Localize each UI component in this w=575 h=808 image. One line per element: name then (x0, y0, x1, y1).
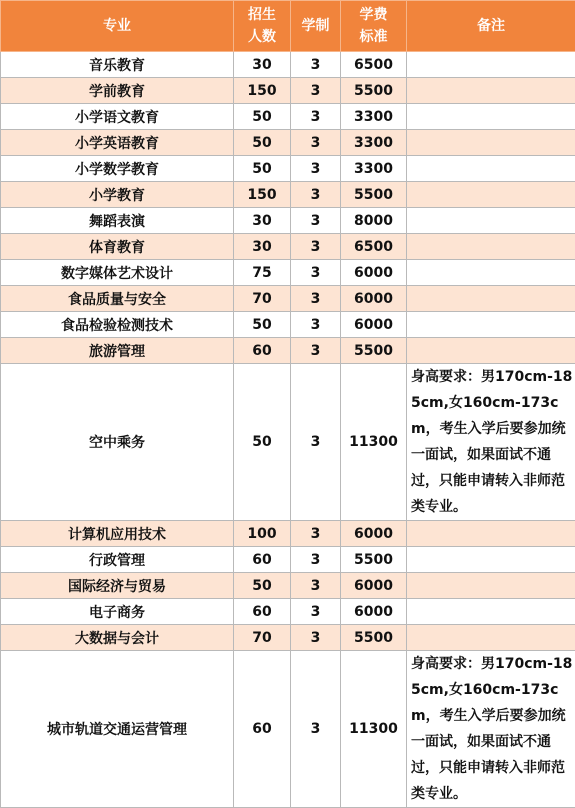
note-cell (407, 521, 575, 547)
major-cell: 体育教育 (1, 234, 234, 260)
enroll-cell: 30 (234, 234, 291, 260)
enroll-cell: 50 (234, 364, 291, 521)
fee-cell: 6000 (341, 286, 407, 312)
enroll-cell: 50 (234, 156, 291, 182)
fee-cell: 6000 (341, 312, 407, 338)
fee-cell: 6500 (341, 234, 407, 260)
duration-cell: 3 (291, 130, 341, 156)
major-cell: 学前教育 (1, 78, 234, 104)
major-cell: 舞蹈表演 (1, 208, 234, 234)
header-fee-line1: 学费 (341, 4, 406, 26)
table-row (1, 52, 575, 78)
note-cell (407, 599, 575, 625)
note-cell (407, 338, 575, 364)
major-cell: 音乐教育 (1, 52, 234, 78)
duration-cell: 3 (291, 651, 341, 808)
fee-cell: 3300 (341, 104, 407, 130)
table-row (1, 182, 575, 208)
table-row (1, 156, 575, 182)
major-cell: 食品检验检测技术 (1, 312, 234, 338)
note-cell (407, 104, 575, 130)
note-cell (407, 208, 575, 234)
fee-cell: 11300 (341, 364, 407, 521)
note-cell (407, 78, 575, 104)
duration-cell: 3 (291, 182, 341, 208)
note-cell (407, 260, 575, 286)
enroll-cell: 60 (234, 338, 291, 364)
fee-cell: 6000 (341, 260, 407, 286)
fee-cell: 5500 (341, 625, 407, 651)
major-cell: 行政管理 (1, 547, 234, 573)
note-cell (407, 286, 575, 312)
fee-cell: 6000 (341, 521, 407, 547)
enroll-cell: 60 (234, 547, 291, 573)
duration-cell: 3 (291, 573, 341, 599)
header-major: 专业 (1, 1, 234, 52)
enroll-cell: 50 (234, 573, 291, 599)
enroll-cell: 150 (234, 182, 291, 208)
note-cell (407, 625, 575, 651)
fee-cell: 11300 (341, 651, 407, 808)
duration-cell: 3 (291, 547, 341, 573)
note-cell (407, 547, 575, 573)
duration-cell: 3 (291, 78, 341, 104)
header-note: 备注 (407, 1, 575, 52)
fee-cell: 6500 (341, 52, 407, 78)
major-cell: 电子商务 (1, 599, 234, 625)
duration-cell: 3 (291, 625, 341, 651)
note-cell (407, 182, 575, 208)
header-fee-line2: 标准 (341, 26, 406, 48)
enroll-cell: 100 (234, 521, 291, 547)
table-row (1, 104, 575, 130)
enroll-cell: 70 (234, 625, 291, 651)
note-cell: 身高要求：男170cm-185cm,女160cm-173cm，考生入学后要参加统一面试，如果面试不通过，只能申请转入非师范类专业。 (407, 364, 575, 521)
fee-cell: 6000 (341, 599, 407, 625)
table-row (1, 521, 575, 547)
duration-cell: 3 (291, 52, 341, 78)
duration-cell: 3 (291, 286, 341, 312)
note-cell (407, 234, 575, 260)
fee-cell: 6000 (341, 573, 407, 599)
major-cell: 小学英语教育 (1, 130, 234, 156)
major-cell: 国际经济与贸易 (1, 573, 234, 599)
enroll-cell: 150 (234, 78, 291, 104)
note-cell (407, 573, 575, 599)
major-cell: 小学教育 (1, 182, 234, 208)
duration-cell: 3 (291, 521, 341, 547)
table-row (1, 599, 575, 625)
enroll-cell: 30 (234, 52, 291, 78)
table-row (1, 130, 575, 156)
header-duration: 学制 (291, 1, 341, 52)
duration-cell: 3 (291, 104, 341, 130)
table-row (1, 573, 575, 599)
header-enroll-line1: 招生 (234, 4, 290, 26)
fee-cell: 3300 (341, 130, 407, 156)
enroll-cell: 60 (234, 599, 291, 625)
header-enroll (234, 1, 291, 52)
note-cell (407, 312, 575, 338)
table-row (1, 364, 575, 521)
duration-cell: 3 (291, 208, 341, 234)
fee-cell: 8000 (341, 208, 407, 234)
enroll-cell: 60 (234, 651, 291, 808)
major-cell: 城市轨道交通运营管理 (1, 651, 234, 808)
major-cell: 数字媒体艺术设计 (1, 260, 234, 286)
table-row (1, 312, 575, 338)
fee-cell: 5500 (341, 547, 407, 573)
table-body (1, 52, 575, 808)
note-cell: 身高要求：男170cm-185cm,女160cm-173cm，考生入学后要参加统一面试，如果面试不通过，只能申请转入非师范类专业。 (407, 651, 575, 808)
enroll-cell: 50 (234, 104, 291, 130)
table-row (1, 625, 575, 651)
major-cell: 小学数学教育 (1, 156, 234, 182)
duration-cell: 3 (291, 156, 341, 182)
fee-cell: 5500 (341, 78, 407, 104)
fee-cell: 5500 (341, 182, 407, 208)
table-row (1, 260, 575, 286)
major-cell: 空中乘务 (1, 364, 234, 521)
duration-cell: 3 (291, 599, 341, 625)
table-row (1, 338, 575, 364)
note-cell (407, 130, 575, 156)
header-enroll-line2: 人数 (234, 26, 290, 48)
enroll-cell: 30 (234, 208, 291, 234)
fee-cell: 3300 (341, 156, 407, 182)
duration-cell: 3 (291, 260, 341, 286)
duration-cell: 3 (291, 338, 341, 364)
table-row (1, 547, 575, 573)
table-row (1, 234, 575, 260)
note-cell (407, 156, 575, 182)
major-cell: 食品质量与安全 (1, 286, 234, 312)
duration-cell: 3 (291, 312, 341, 338)
major-cell: 计算机应用技术 (1, 521, 234, 547)
table-row (1, 286, 575, 312)
enroll-cell: 50 (234, 130, 291, 156)
table-row (1, 78, 575, 104)
duration-cell: 3 (291, 234, 341, 260)
major-cell: 旅游管理 (1, 338, 234, 364)
header-row (1, 1, 575, 52)
enroll-cell: 50 (234, 312, 291, 338)
major-cell: 小学语文教育 (1, 104, 234, 130)
duration-cell: 3 (291, 364, 341, 521)
table-row (1, 208, 575, 234)
enroll-cell: 70 (234, 286, 291, 312)
note-cell (407, 52, 575, 78)
enroll-cell: 75 (234, 260, 291, 286)
header-fee (341, 1, 407, 52)
table-row (1, 651, 575, 808)
fee-cell: 5500 (341, 338, 407, 364)
major-cell: 大数据与会计 (1, 625, 234, 651)
